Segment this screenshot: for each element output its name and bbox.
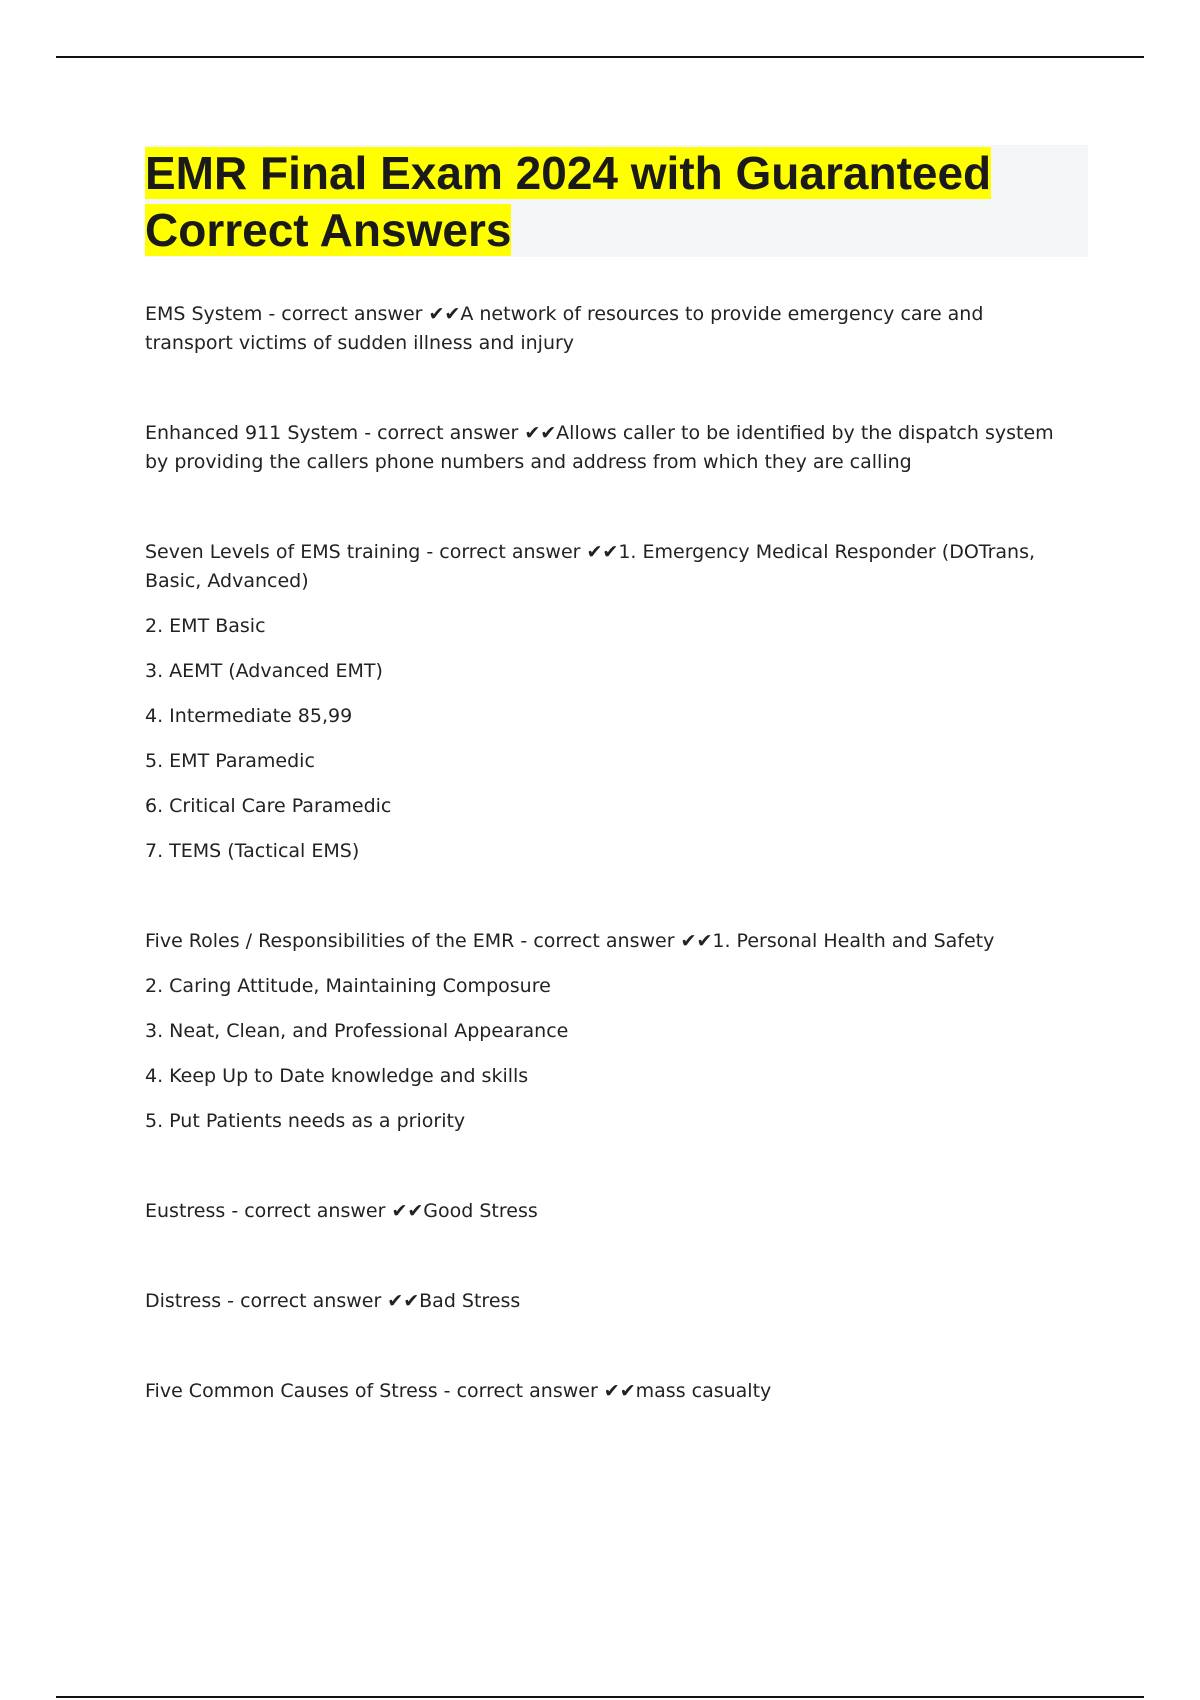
title-block: [145, 145, 1088, 257]
title-line-2: Correct Answers: [145, 204, 512, 256]
top-divider: [56, 56, 1144, 58]
list-item: 6. Critical Care Paramedic: [145, 795, 392, 817]
list-item: 2. Caring Attitude, Maintaining Composure: [145, 975, 551, 997]
qa-entry-text: Five Roles / Responsibilities of the EMR - correct answer ✔✔1. Personal Health and Safety: [145, 930, 995, 952]
qa-list: [145, 300, 1065, 1467]
list-item: 5. EMT Paramedic: [145, 750, 315, 772]
qa-entry-text: EMS System - correct answer ✔✔A network of resources to provide emergency care and transport victims of sudden illness and injury: [145, 303, 984, 354]
list-item: 4. Keep Up to Date knowledge and skills: [145, 1065, 529, 1087]
qa-entry-causes-of-stress: [145, 1377, 1065, 1406]
qa-entry-text: Five Common Causes of Stress - correct answer ✔✔mass casualty: [145, 1380, 772, 1402]
qa-entry-text: Distress - correct answer ✔✔Bad Stress: [145, 1290, 521, 1312]
title-line-1: EMR Final Exam 2024 with Guaranteed: [145, 147, 992, 199]
qa-entry-five-roles: [145, 927, 1065, 1136]
list-item: 5. Put Patients needs as a priority: [145, 1110, 466, 1132]
page-title: [145, 145, 1088, 259]
qa-entry-text: Enhanced 911 System - correct answer ✔✔Allows caller to be identified by the dispatch system by providing the callers phone numbers and address from which they are calling: [145, 422, 1054, 473]
list-item: 2. EMT Basic: [145, 615, 266, 637]
qa-entry-seven-levels: [145, 538, 1065, 866]
qa-entry-distress: [145, 1287, 1065, 1316]
list-item: 3. AEMT (Advanced EMT): [145, 660, 383, 682]
list-item: 3. Neat, Clean, and Professional Appearance: [145, 1020, 569, 1042]
list-item: 4. Intermediate 85,99: [145, 705, 353, 727]
qa-entry-text: Seven Levels of EMS training - correct answer ✔✔1. Emergency Medical Responder (DOTrans, Basic, Advanced): [145, 541, 1036, 592]
qa-entry-text: Eustress - correct answer ✔✔Good Stress: [145, 1200, 538, 1222]
qa-entry-enhanced-911: [145, 419, 1065, 477]
qa-entry-ems-system: [145, 300, 1065, 358]
list-item: 7. TEMS (Tactical EMS): [145, 840, 360, 862]
qa-entry-eustress: [145, 1197, 1065, 1226]
bottom-divider: [56, 1696, 1144, 1698]
